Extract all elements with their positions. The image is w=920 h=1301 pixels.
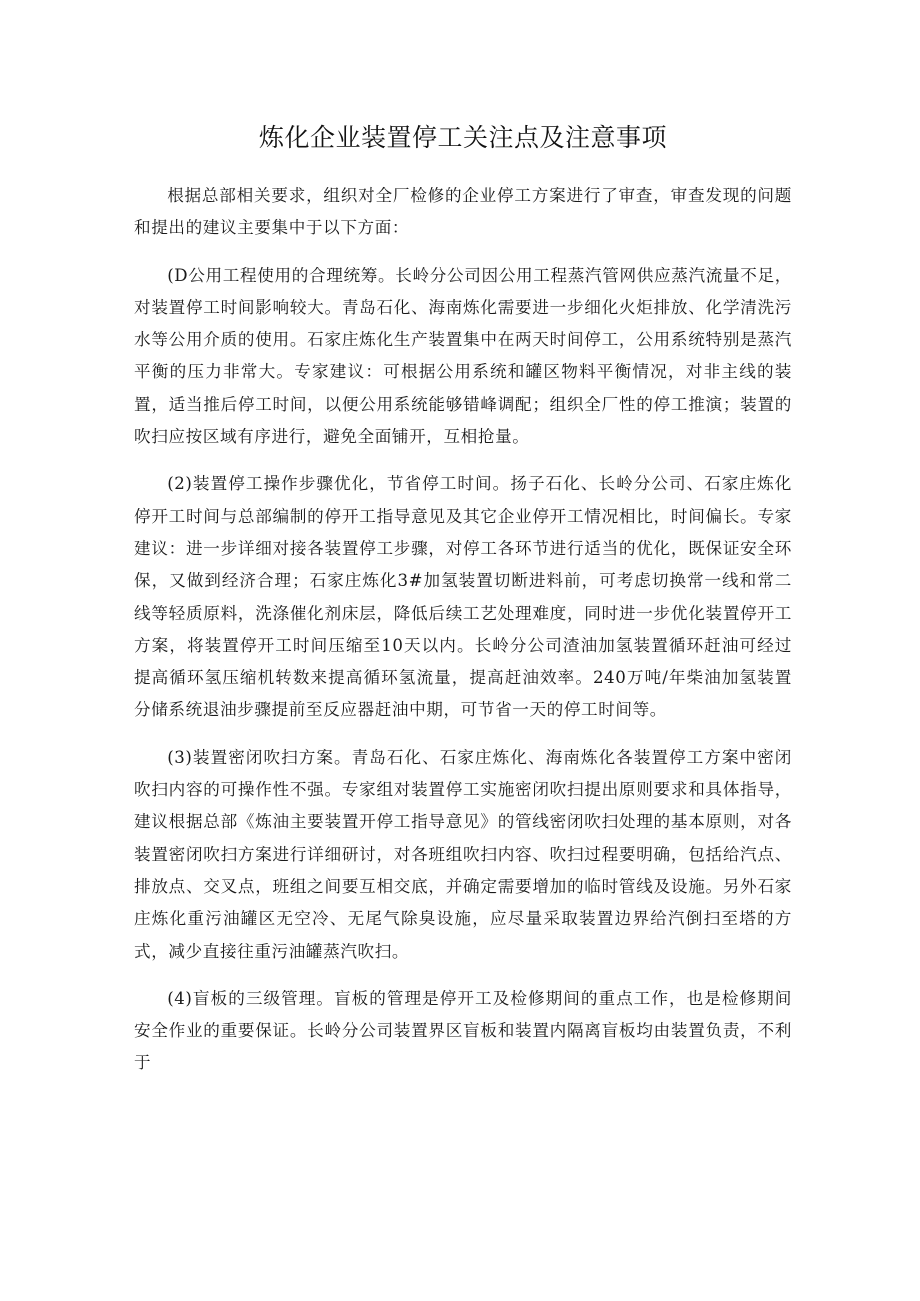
paragraph-item-3: (3)装置密闭吹扫方案。青岛石化、石家庄炼化、海南炼化各装置停工方案中密闭吹扫内容的可操作性不强。专家组对装置停工实施密闭吹扫提出原则要求和具体指导，建议根据总部《炼油主要装置开停工指导意见》的管线密闭吹扫处理的基本原则，对各装置密闭吹扫方案进行详细研讨，对各班组吹扫内容、吹扫过程要明确，包括给汽点、排放点、交叉点，班组之间要互相交底，并确定需要增加的临时管线及设施。另外石家庄炼化重污油罐区无空冷、无尾气除臭设施，应尽量采取装置边界给汽倒扫至塔的方式，减少直接往重污油罐蒸汽吹扫。 [134, 747, 792, 961]
document-title: 炼化企业装置停工关注点及注意事项 [258, 123, 667, 152]
paragraph-item-1: (D公用工程使用的合理统筹。长岭分公司因公用工程蒸汽管网供应蒸汽流量不足，对装置停工时间影响较大。青岛石化、海南炼化需要进一步细化火炬排放、化学清洗污水等公用介质的使用。石家庄炼化生产装置集中在两天时间停工，公用系统特别是蒸汽平衡的压力非常大。专家建议：可根据公用系统和罐区物料平衡情况，对非主线的装置，适当推后停工时间，以便公用系统能够错峰调配；组织全厂性的停工推演；装置的吹扫应按区域有序进行，避免全面铺开，互相抢量。 [134, 265, 792, 447]
paragraph-item-2: (2)装置停工操作步骤优化，节省停工时间。扬子石化、长岭分公司、石家庄炼化停开工时间与总部编制的停开工指导意见及其它企业停开工情况相比，时间偏长。专家建议：进一步详细对接各装置停工步骤，对停工各环节进行适当的优化，既保证安全环保，又做到经济合理；石家庄炼化3#加氢装置切断进料前，可考虑切换常一线和常二线等轻质原料，洗涤催化剂床层，降低后续工艺处理难度，同时进一步优化装置停开工方案，将装置停开工时间压缩至10天以内。长岭分公司渣油加氢装置循环赶油可经过提高循环氢压缩机转数来提高循环氢流量，提高赶油效率。240万吨/年柴油加氢装置分储系统退油步骤提前至反应器赶油中期，可节省一天的停工时间等。 [134, 474, 792, 720]
paragraph-item-4: (4)盲板的三级管理。盲板的管理是停开工及检修期间的重点工作，也是检修期间安全作业的重要保证。长岭分公司装置界区盲板和装置内隔离盲板均由装置负责，不利于 [134, 988, 792, 1073]
paragraph-intro: 根据总部相关要求，组织对全厂检修的企业停工方案进行了审查，审查发现的问题和提出的建议主要集中于以下方面： [134, 186, 792, 238]
